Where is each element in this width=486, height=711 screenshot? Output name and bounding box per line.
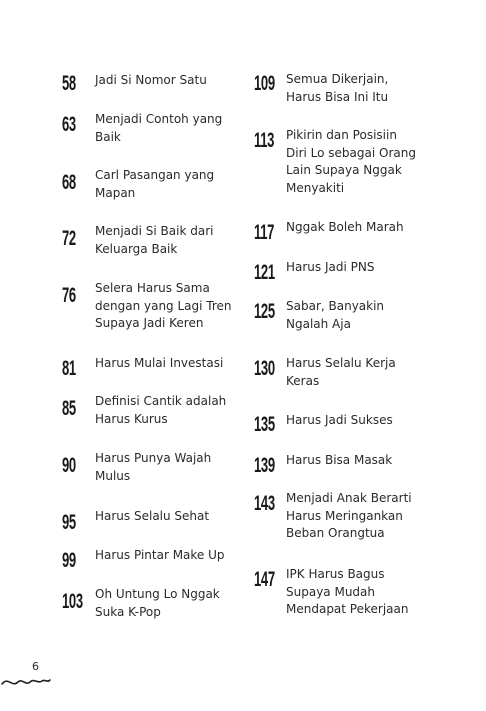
toc-page-number: 113 xyxy=(254,129,275,152)
toc-title[interactable]: Harus Selalu Kerja Keras xyxy=(286,356,396,388)
toc-entry[interactable] xyxy=(254,454,288,478)
toc-entry[interactable] xyxy=(62,454,84,478)
toc-title[interactable]: Harus Punya Wajah Mulus xyxy=(95,451,212,483)
toc-entry[interactable] xyxy=(254,221,286,245)
toc-entry[interactable] xyxy=(62,397,84,421)
toc-entry[interactable] xyxy=(62,113,84,137)
toc-title[interactable]: Semua Dikerjain, Harus Bisa Ini Itu xyxy=(286,72,389,104)
toc-title[interactable]: Jadi Si Nomor Satu xyxy=(95,73,207,87)
toc-entry[interactable] xyxy=(62,357,84,381)
toc-page-number: 63 xyxy=(62,113,76,136)
toc-title[interactable]: Selera Harus Sama dengan yang Lagi Tren Supaya Jadi Keren xyxy=(95,281,232,330)
toc-entry[interactable] xyxy=(254,413,288,437)
toc-title[interactable]: Nggak Boleh Marah xyxy=(286,220,404,234)
toc-entry[interactable] xyxy=(254,568,288,592)
toc-page-number: 76 xyxy=(62,284,76,307)
toc-entry[interactable] xyxy=(254,357,288,381)
toc-entry[interactable] xyxy=(254,129,286,153)
toc-page-number: 109 xyxy=(254,72,275,95)
toc-title[interactable]: Pikirin dan Posisiin Diri Lo sebagai Orang Lain Supaya Nggak Menyakiti xyxy=(286,128,416,195)
toc-page-number: 147 xyxy=(254,568,275,591)
toc-page-number: 125 xyxy=(254,300,275,323)
toc-title[interactable]: Definisi Cantik adalah Harus Kurus xyxy=(95,394,227,426)
toc-page-number: 58 xyxy=(62,72,76,95)
toc-title[interactable]: Oh Untung Lo Nggak Suka K-Pop xyxy=(95,587,220,619)
swirl-ornament-icon xyxy=(0,670,60,690)
toc-title[interactable]: Menjadi Si Baik dari Keluarga Baik xyxy=(95,224,214,256)
toc-entry[interactable] xyxy=(62,590,96,614)
toc-page-number: 81 xyxy=(62,357,76,380)
toc-page-number: 99 xyxy=(62,549,76,572)
toc-entry[interactable] xyxy=(254,300,288,324)
toc-page-number: 68 xyxy=(62,171,76,194)
toc-entry[interactable] xyxy=(62,72,84,96)
toc-title[interactable]: Menjadi Anak Berarti Harus Meringankan Beban Orangtua xyxy=(286,491,412,540)
toc-entry[interactable] xyxy=(62,511,84,535)
toc-page-number: 117 xyxy=(254,221,275,244)
toc-page-number: 135 xyxy=(254,413,275,436)
toc-page-number: 121 xyxy=(254,261,275,284)
toc-page-number: 95 xyxy=(62,511,76,534)
toc-title[interactable]: Menjadi Contoh yang Baik xyxy=(95,112,223,144)
toc-page-number: 139 xyxy=(254,454,275,477)
toc-page-number: 72 xyxy=(62,227,76,250)
toc-title[interactable]: Harus Selalu Sehat xyxy=(95,509,210,523)
toc-page-number: 103 xyxy=(62,590,83,613)
page-number: 6 xyxy=(32,660,39,673)
toc-page-number: 85 xyxy=(62,397,76,420)
toc-page-number: 90 xyxy=(62,454,76,477)
toc-title[interactable]: Harus Bisa Masak xyxy=(286,453,393,467)
toc-title[interactable]: Sabar, Banyakin Ngalah Aja xyxy=(286,299,385,331)
toc-entry[interactable] xyxy=(62,227,84,251)
toc-title[interactable]: Harus Pintar Make Up xyxy=(95,548,225,562)
toc-entry[interactable] xyxy=(62,171,84,195)
toc-title[interactable]: Harus Jadi PNS xyxy=(286,260,375,274)
toc-entry[interactable] xyxy=(62,284,84,308)
toc-title[interactable]: Harus Mulai Investasi xyxy=(95,356,224,370)
toc-entry[interactable] xyxy=(62,549,84,573)
toc-entry[interactable] xyxy=(254,261,288,285)
toc-page-number: 143 xyxy=(254,492,275,515)
toc-entry[interactable] xyxy=(254,492,288,516)
toc-title[interactable]: Carl Pasangan yang Mapan xyxy=(95,168,215,200)
toc-title[interactable]: Harus Jadi Sukses xyxy=(286,413,393,427)
toc-title[interactable]: IPK Harus Bagus Supaya Mudah Mendapat Pekerjaan xyxy=(286,567,409,616)
toc-entry[interactable] xyxy=(254,72,288,96)
toc-page-number: 130 xyxy=(254,357,275,380)
